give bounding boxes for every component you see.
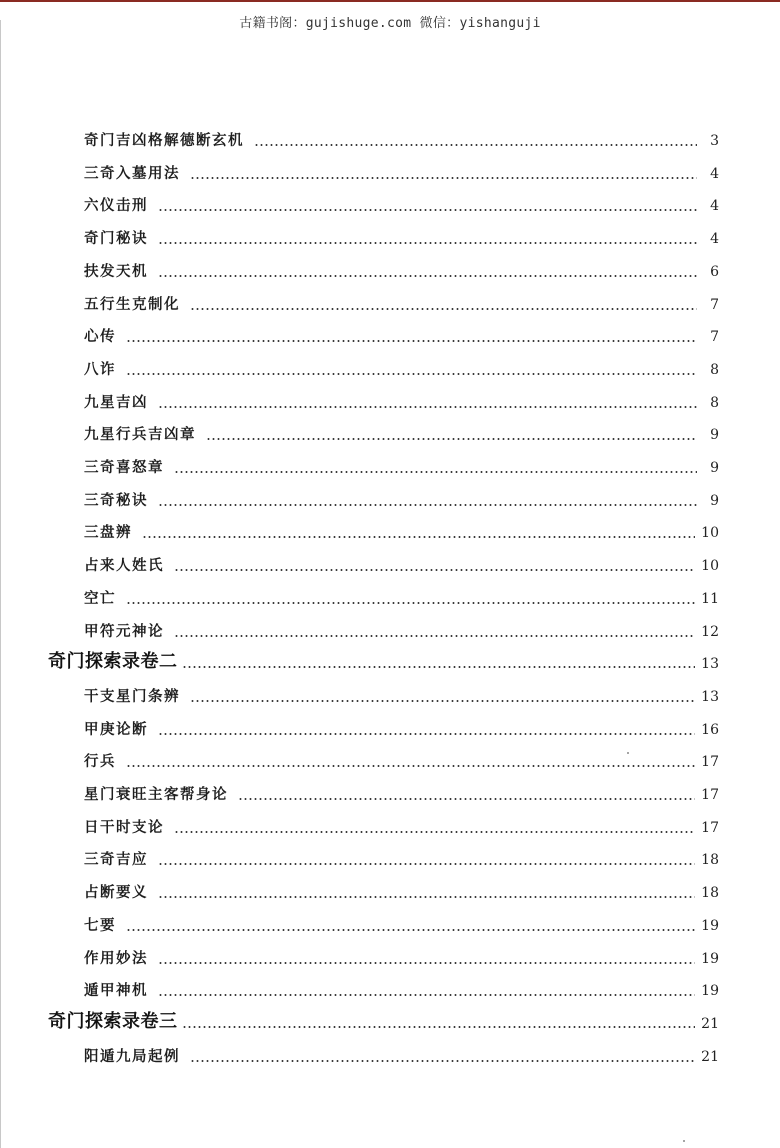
toc-page-number: 11 bbox=[701, 590, 719, 607]
dot-leader bbox=[158, 863, 695, 865]
toc-page-number: 13 bbox=[701, 656, 719, 673]
toc-entry-title: 九星行兵吉凶章 bbox=[84, 427, 196, 444]
dot-leader bbox=[238, 798, 695, 800]
toc-page-number: 21 bbox=[701, 1048, 719, 1065]
toc-entry[interactable] bbox=[84, 681, 719, 707]
toc-entry[interactable] bbox=[84, 877, 719, 903]
toc-entry-title: 奇门探索录卷三 bbox=[48, 1010, 178, 1032]
toc-entry-title: 三奇入墓用法 bbox=[84, 165, 180, 182]
toc-volume-entry[interactable] bbox=[48, 1008, 719, 1034]
toc-entry[interactable] bbox=[84, 583, 719, 609]
toc-page-number: 8 bbox=[710, 394, 719, 411]
toc-entry-title: 五行生克制化 bbox=[84, 296, 180, 313]
dot-leader bbox=[190, 700, 695, 702]
dot-leader bbox=[158, 733, 695, 735]
toc-entry[interactable] bbox=[84, 158, 719, 184]
toc-page-number: 4 bbox=[710, 198, 719, 215]
toc-page-number: 18 bbox=[701, 885, 719, 902]
toc-page-number: 21 bbox=[701, 1015, 719, 1032]
toc-page-number: 7 bbox=[710, 296, 719, 313]
dot-leader bbox=[158, 242, 697, 244]
toc-entry[interactable] bbox=[84, 910, 719, 936]
toc-entry[interactable] bbox=[84, 943, 719, 969]
toc-entry-title: 行兵 bbox=[84, 754, 116, 771]
dot-leader bbox=[126, 373, 697, 375]
toc-entry-title: 遁甲神机 bbox=[84, 983, 148, 1000]
scan-speck bbox=[683, 1140, 685, 1142]
toc-entry[interactable] bbox=[84, 223, 719, 249]
toc-page-number: 17 bbox=[701, 819, 719, 836]
toc-entry[interactable] bbox=[84, 517, 719, 543]
toc-page-number: 19 bbox=[701, 983, 719, 1000]
dot-leader bbox=[190, 177, 697, 179]
dot-leader bbox=[182, 666, 696, 668]
toc-entry-title: 九星吉凶 bbox=[84, 394, 148, 411]
dot-leader bbox=[182, 1026, 696, 1028]
toc-entry[interactable] bbox=[84, 321, 719, 347]
toc-page-number: 10 bbox=[701, 558, 719, 575]
toc-entry-title: 三奇吉应 bbox=[84, 852, 148, 869]
toc-page-number: 13 bbox=[701, 688, 719, 705]
toc-page-number: 8 bbox=[710, 361, 719, 378]
toc-page-number: 19 bbox=[701, 950, 719, 967]
toc-entry[interactable] bbox=[84, 812, 719, 838]
toc-entry-title: 八诈 bbox=[84, 361, 116, 378]
toc-entry[interactable] bbox=[84, 256, 719, 282]
dot-leader bbox=[174, 569, 695, 571]
toc-page-number: 12 bbox=[701, 623, 719, 640]
toc-entry[interactable] bbox=[84, 289, 719, 315]
toc-page-number: 18 bbox=[701, 852, 719, 869]
toc-entry-title: 干支星门条辨 bbox=[84, 688, 180, 705]
toc-page-number: 16 bbox=[701, 721, 719, 738]
dot-leader bbox=[158, 275, 697, 277]
toc-entry-title: 空亡 bbox=[84, 590, 116, 607]
dot-leader bbox=[158, 994, 695, 996]
toc-entry-title: 心传 bbox=[84, 329, 116, 346]
top-border bbox=[0, 0, 780, 2]
page-header-watermark: 古籍书阁：gujishuge.com 微信：yishanguji bbox=[239, 16, 541, 31]
toc-page-number: 7 bbox=[710, 329, 719, 346]
dot-leader bbox=[206, 438, 697, 440]
toc-page-number: 6 bbox=[710, 263, 719, 280]
toc-entry[interactable] bbox=[84, 485, 719, 511]
dot-leader bbox=[126, 929, 695, 931]
toc-entry-title: 作用妙法 bbox=[84, 950, 148, 967]
dot-leader bbox=[158, 209, 697, 211]
toc-entry-title: 六仪击刑 bbox=[84, 198, 148, 215]
dot-leader bbox=[142, 536, 695, 538]
toc-entry-title: 星门衰旺主客帮身论 bbox=[84, 787, 228, 803]
dot-leader bbox=[254, 144, 697, 146]
dot-leader bbox=[158, 406, 697, 408]
toc-entry-title: 奇门探索录卷二 bbox=[48, 651, 178, 673]
toc-page-number: 17 bbox=[701, 754, 719, 771]
dot-leader bbox=[190, 308, 697, 310]
dot-leader bbox=[126, 765, 695, 767]
toc-entry[interactable] bbox=[84, 125, 719, 151]
toc-page-number: 3 bbox=[710, 133, 719, 149]
toc-entry[interactable] bbox=[84, 714, 719, 740]
toc-entry[interactable] bbox=[84, 354, 719, 380]
toc-entry[interactable] bbox=[84, 1041, 719, 1067]
toc-page-number: 4 bbox=[710, 165, 719, 182]
toc-volume-entry[interactable] bbox=[48, 648, 719, 674]
dot-leader bbox=[174, 471, 697, 473]
toc-entry[interactable] bbox=[84, 746, 719, 772]
toc-entry[interactable] bbox=[84, 616, 719, 642]
toc-entry[interactable] bbox=[84, 419, 719, 445]
toc-entry[interactable] bbox=[84, 844, 719, 870]
toc-entry[interactable] bbox=[84, 779, 719, 805]
dot-leader bbox=[174, 831, 695, 833]
toc-page-number: 9 bbox=[710, 427, 719, 444]
toc-entry[interactable] bbox=[84, 452, 719, 478]
toc-entry[interactable] bbox=[84, 387, 719, 413]
toc-entry[interactable] bbox=[84, 190, 719, 216]
dot-leader bbox=[158, 896, 695, 898]
toc-entry-title: 占来人姓氏 bbox=[84, 558, 164, 575]
toc-page-number: 9 bbox=[710, 492, 719, 509]
toc-entry-title: 甲庚论断 bbox=[84, 721, 148, 738]
dot-leader bbox=[158, 504, 697, 506]
dot-leader bbox=[190, 1060, 695, 1062]
dot-leader bbox=[126, 602, 695, 604]
page-left-edge bbox=[0, 20, 1, 1148]
toc-page-number: 9 bbox=[710, 460, 719, 476]
dot-leader bbox=[174, 635, 695, 637]
toc-page-number: 17 bbox=[701, 787, 719, 803]
toc-entry-title: 阳遁九局起例 bbox=[84, 1048, 180, 1065]
toc-entry-title: 七要 bbox=[84, 917, 116, 934]
toc-page-number: 4 bbox=[710, 231, 719, 248]
toc-entry-title: 扶发天机 bbox=[84, 263, 148, 280]
toc-entry-title: 三奇喜怒章 bbox=[84, 460, 164, 476]
toc-page-number: 19 bbox=[701, 917, 719, 934]
toc-entry-title: 日干时支论 bbox=[84, 819, 164, 836]
toc-entry-title: 三奇秘诀 bbox=[84, 492, 148, 509]
toc-entry-title: 三盘辨 bbox=[84, 525, 132, 542]
scan-speck bbox=[627, 752, 629, 754]
toc-entry-title: 奇门秘诀 bbox=[84, 231, 148, 248]
toc-entry[interactable] bbox=[84, 550, 719, 576]
toc-page-number: 10 bbox=[701, 525, 719, 542]
dot-leader bbox=[158, 962, 695, 964]
toc-entry-title: 甲符元神论 bbox=[84, 623, 164, 640]
toc-entry-title: 占断要义 bbox=[84, 885, 148, 902]
toc-entry[interactable] bbox=[84, 975, 719, 1001]
dot-leader bbox=[126, 340, 697, 342]
toc-entry-title: 奇门吉凶格解德断玄机 bbox=[84, 133, 244, 149]
